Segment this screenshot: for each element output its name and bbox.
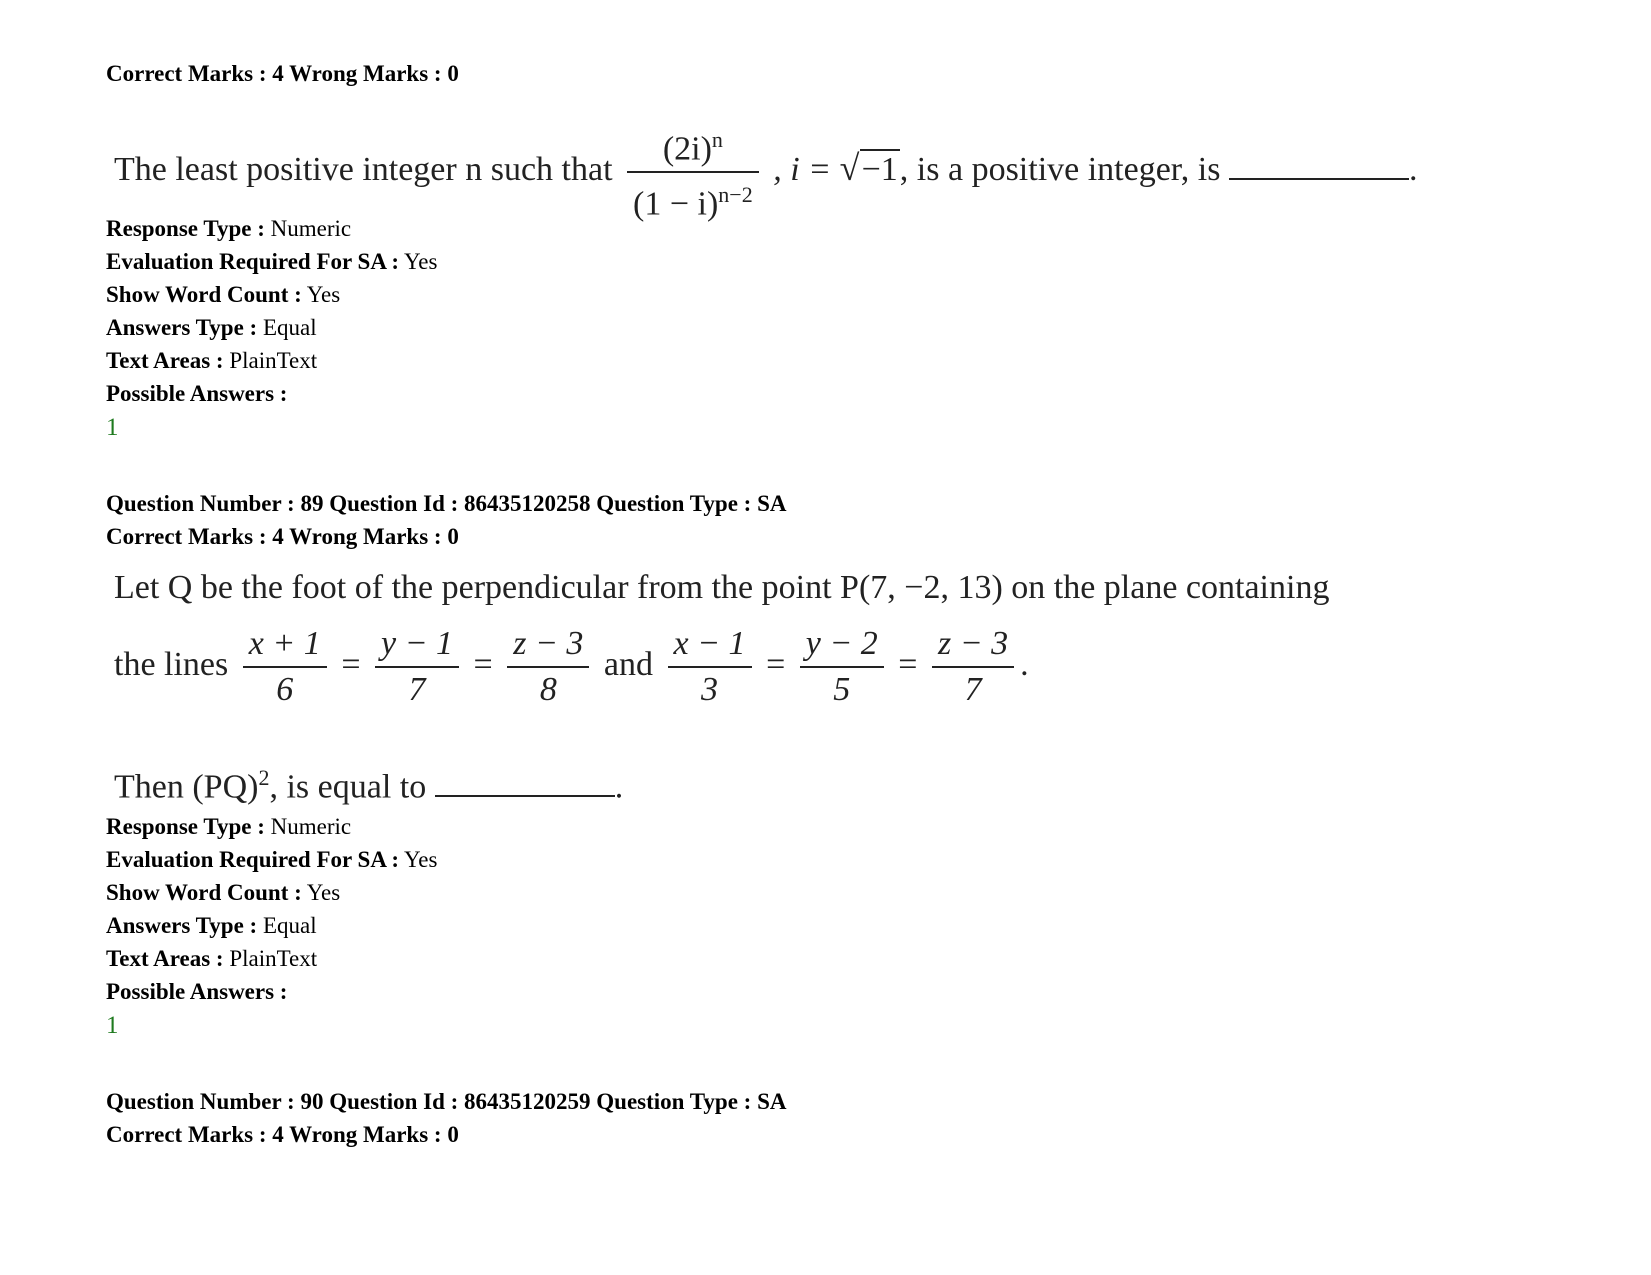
fraction-denominator: (1 − i) xyxy=(633,185,719,223)
question-89-line1: Let Q be the foot of the perpendicular from the point P(7, −2, 13) on the plane containing xyxy=(114,569,1330,606)
exponent: n xyxy=(711,127,723,152)
sqrt-content: −1 xyxy=(861,151,898,189)
meta-response-type xyxy=(106,813,351,841)
question-89-line2 xyxy=(114,624,1029,710)
meta-value: Yes xyxy=(404,249,438,274)
meta-value: Numeric xyxy=(270,814,352,839)
possible-answer-value: 1 xyxy=(106,414,119,441)
question-89-line3 xyxy=(114,758,623,807)
fraction xyxy=(800,624,884,710)
answer-blank xyxy=(1229,152,1409,180)
fraction-denominator: 7 xyxy=(964,671,982,708)
meta-value: Equal xyxy=(262,913,317,938)
fraction-numerator: x − 1 xyxy=(668,624,752,668)
meta-response-type xyxy=(106,215,351,243)
meta-answers-type xyxy=(106,912,317,940)
period: . xyxy=(1020,645,1029,683)
possible-answer-value: 1 xyxy=(106,1012,119,1039)
exponent: 2 xyxy=(258,765,270,790)
marks-line-90: Correct Marks : 4 Wrong Marks : 0 xyxy=(106,1122,459,1147)
meta-label: Possible Answers : xyxy=(106,979,288,1004)
exponent: n−2 xyxy=(718,182,753,208)
answer-blank xyxy=(435,769,615,797)
meta-label: Evaluation Required For SA : xyxy=(106,249,400,274)
meta-possible-answers xyxy=(106,978,287,1006)
fraction-numerator: y − 2 xyxy=(800,624,884,668)
fraction-denominator: 8 xyxy=(539,671,557,708)
and-word: and xyxy=(603,645,654,683)
fraction xyxy=(627,120,759,225)
marks-line: Correct Marks : 4 Wrong Marks : 0 xyxy=(106,61,459,86)
meta-label: Response Type : xyxy=(106,216,265,241)
meta-label: Text Areas : xyxy=(106,348,224,373)
fraction-denominator: 7 xyxy=(408,671,426,708)
fraction-numerator: (2i) xyxy=(662,130,712,168)
question-header-90: Question Number : 90 Question Id : 86435120259 Question Type : SA xyxy=(106,1089,787,1114)
question-header-89: Question Number : 89 Question Id : 86435120258 Question Type : SA xyxy=(106,491,787,516)
fraction xyxy=(243,624,327,710)
meta-label: Show Word Count : xyxy=(106,282,302,307)
fraction-numerator: y − 1 xyxy=(375,624,459,668)
question-text-88 xyxy=(114,120,1417,225)
meta-label: Response Type : xyxy=(106,814,265,839)
meta-label: Answers Type : xyxy=(106,315,258,340)
meta-text-areas xyxy=(106,347,317,375)
then-prefix: Then (PQ) xyxy=(114,768,259,806)
meta-evaluation-required xyxy=(106,248,437,276)
fraction-numerator: z − 3 xyxy=(932,624,1014,668)
then-suffix: , is equal to xyxy=(269,768,427,806)
question-end: . xyxy=(1408,151,1418,189)
equals-sign: = xyxy=(898,645,918,683)
fraction xyxy=(932,624,1014,710)
fraction xyxy=(668,624,752,710)
marks-line-89: Correct Marks : 4 Wrong Marks : 0 xyxy=(106,524,459,549)
meta-label: Text Areas : xyxy=(106,946,224,971)
equals-sign: = xyxy=(341,645,361,683)
meta-show-word-count xyxy=(106,879,340,907)
equals-sign: = xyxy=(473,645,493,683)
sqrt-expression xyxy=(840,150,900,190)
meta-label: Evaluation Required For SA : xyxy=(106,847,400,872)
radical-sign-icon: √ xyxy=(839,148,860,189)
meta-value: PlainText xyxy=(229,348,318,373)
meta-show-word-count xyxy=(106,281,340,309)
meta-value: Equal xyxy=(262,315,317,340)
question-suffix: , is a positive integer, is xyxy=(899,151,1221,189)
meta-answers-type xyxy=(106,314,317,342)
equals-sign: = xyxy=(766,645,786,683)
meta-value: Yes xyxy=(306,282,341,307)
period: . xyxy=(614,768,624,806)
question-middle: , i = xyxy=(773,151,840,189)
meta-value: Yes xyxy=(306,880,341,905)
fraction-denominator: 5 xyxy=(833,671,851,708)
fraction-denominator: 3 xyxy=(701,671,719,708)
meta-evaluation-required xyxy=(106,846,437,874)
meta-text-areas xyxy=(106,945,317,973)
fraction-numerator: x + 1 xyxy=(243,624,327,668)
meta-label: Possible Answers : xyxy=(106,381,288,406)
meta-label: Show Word Count : xyxy=(106,880,302,905)
fraction xyxy=(375,624,459,710)
fraction-numerator: z − 3 xyxy=(507,624,589,668)
meta-label: Answers Type : xyxy=(106,913,258,938)
fraction xyxy=(507,624,589,710)
meta-value: Yes xyxy=(404,847,438,872)
meta-possible-answers xyxy=(106,380,287,408)
meta-value: Numeric xyxy=(270,216,352,241)
meta-value: PlainText xyxy=(229,946,318,971)
lines-prefix: the lines xyxy=(114,645,229,683)
fraction-denominator: 6 xyxy=(276,671,294,708)
question-prefix: The least positive integer n such that xyxy=(114,151,613,189)
